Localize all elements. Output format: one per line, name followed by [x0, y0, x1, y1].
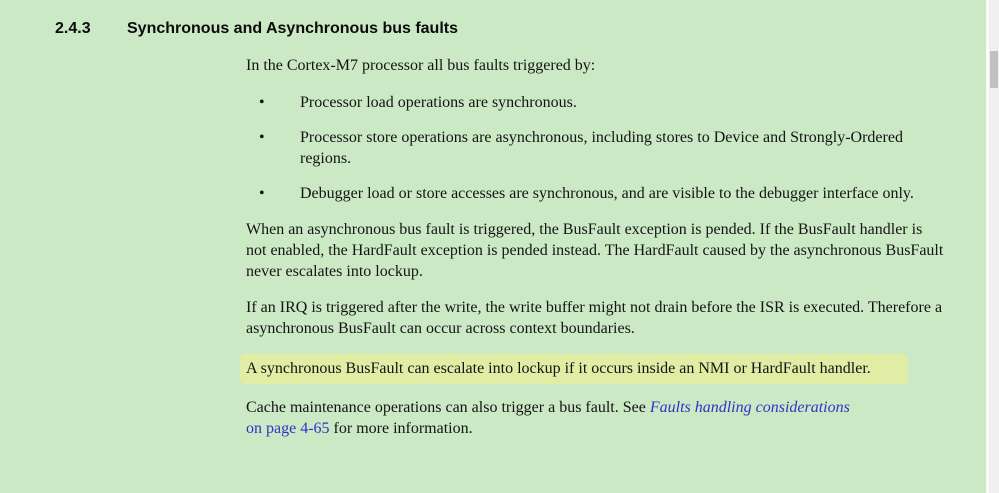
scrollbar-track[interactable]: [989, 0, 999, 493]
section-heading: [0, 20, 999, 41]
bullet-list: [246, 92, 946, 204]
closing-text: for more information.: [329, 420, 473, 437]
intro-paragraph: In the Cortex-M7 processor all bus faults triggered by:: [246, 57, 596, 74]
paragraph: When an asynchronous bus fault is triggered, the BusFault exception is pended. If the BusFault handler is not enabled, the HardFault exception is pended instead. The HardFault caused by the asynchronous BusFault never escalates into lockup.: [246, 221, 944, 280]
scrollbar[interactable]: [986, 0, 999, 493]
paragraph: If an IRQ is triggered after the write, the write buffer might not drain before the ISR is executed. Therefore a asynchronous BusFault can occur across context boundaries.: [246, 299, 943, 337]
highlighted-note: [240, 354, 908, 384]
bullet-text: Debugger load or store accesses are synchronous, and are visible to the debugger interface only.: [300, 185, 914, 202]
section-number: 2.4.3: [55, 20, 91, 37]
list-item: [246, 127, 946, 169]
list-item: [246, 92, 946, 113]
bullet-icon: •: [259, 94, 265, 111]
closing-text: Cache maintenance operations can also trigger a bus fault. See: [246, 399, 650, 416]
bullet-text: Processor store operations are asynchronous, including stores to Device and Strongly-Ordered regions.: [300, 129, 903, 167]
bullet-icon: •: [259, 129, 265, 146]
closing-paragraph: [246, 397, 946, 439]
section-content: [246, 55, 946, 439]
section-title: Synchronous and Asynchronous bus faults: [127, 20, 458, 37]
highlighted-text: A synchronous BusFault can escalate into lockup if it occurs inside an NMI or HardFault handler.: [246, 360, 871, 377]
bullet-icon: •: [259, 185, 265, 202]
link-page-text[interactable]: on page 4-65: [246, 420, 330, 437]
list-item: [246, 183, 946, 204]
link-title-text[interactable]: Faults handling considerations: [649, 399, 850, 416]
bullet-text: Processor load operations are synchronous.: [300, 94, 577, 111]
scrollbar-thumb[interactable]: [990, 51, 998, 88]
